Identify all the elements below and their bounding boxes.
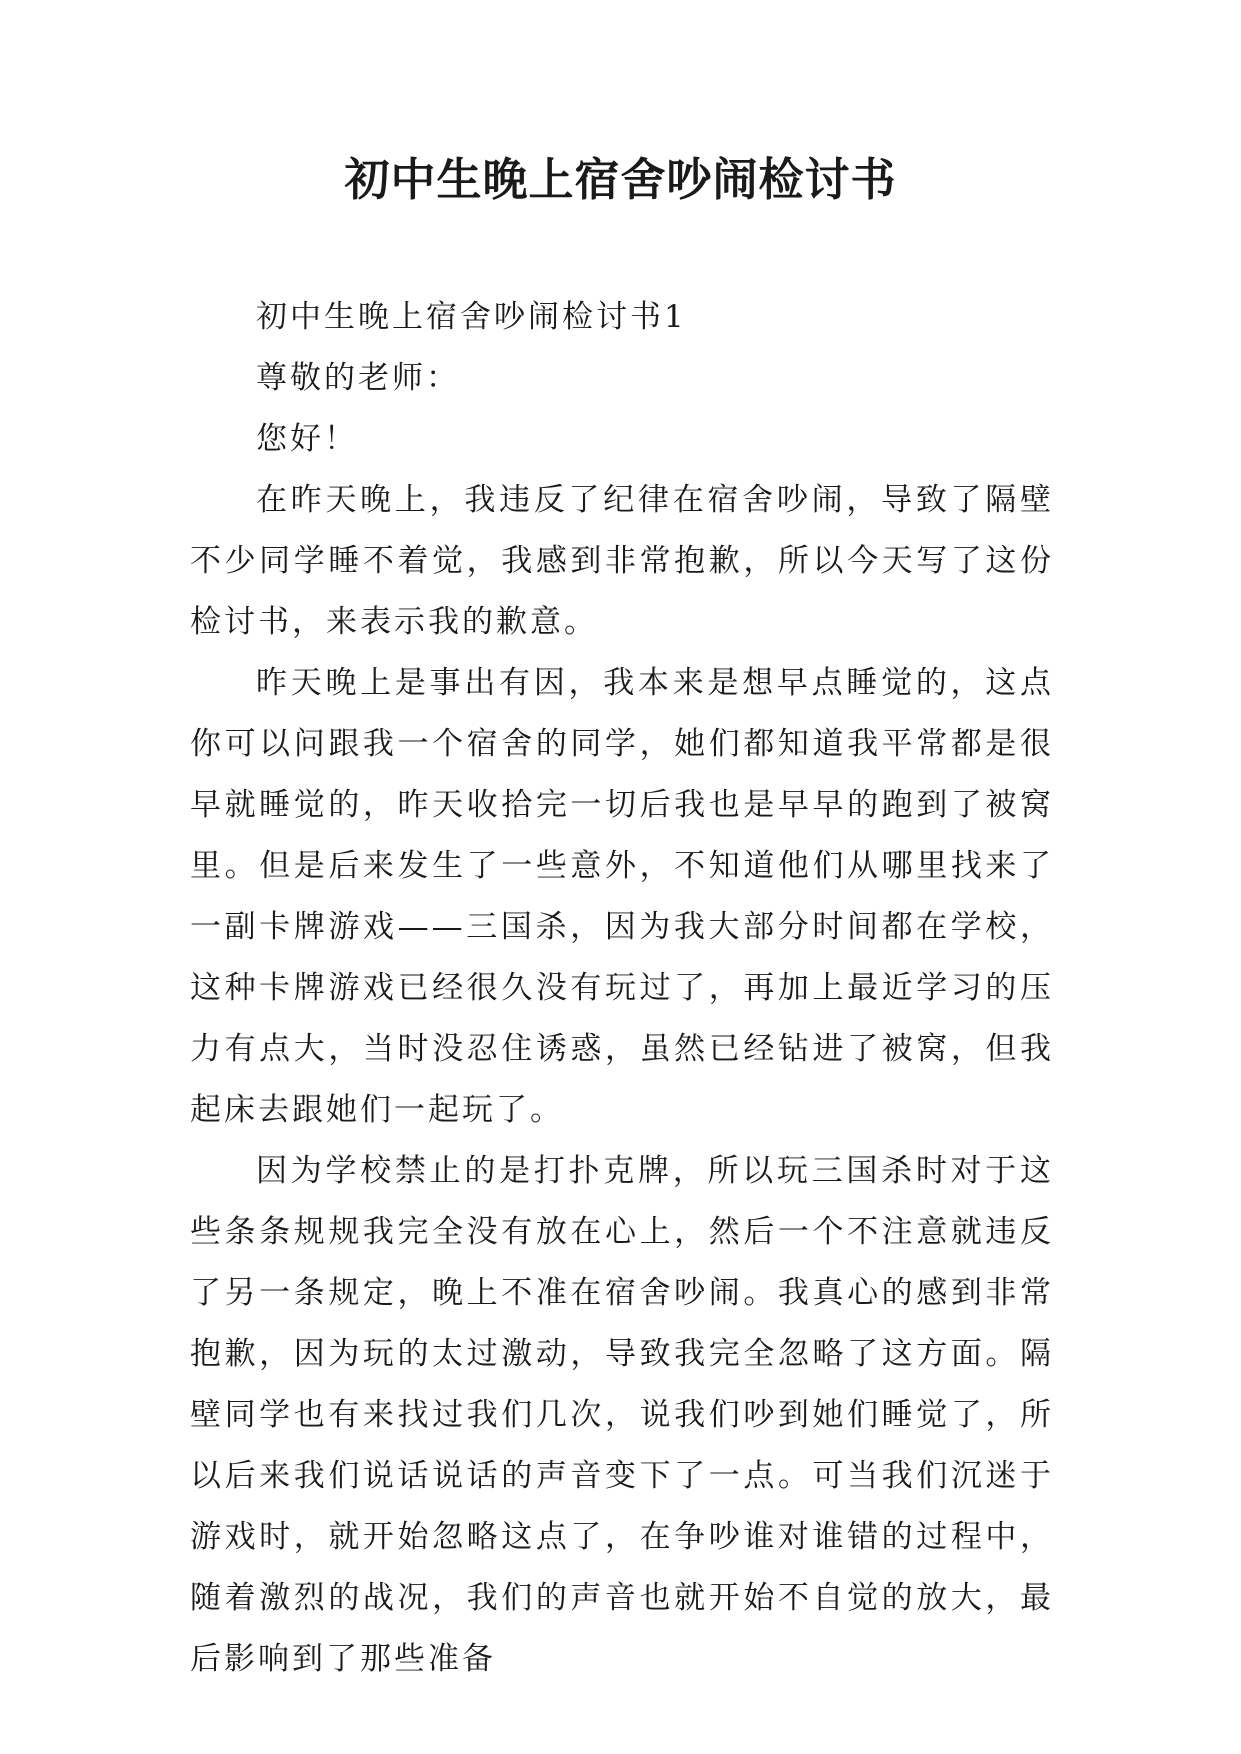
document-body	[190, 287, 1054, 1690]
body-paragraph: 昨天晚上是事出有因，我本来是想早点睡觉的，这点你可以问跟我一个宿舍的同学，她们都知道我平常都是很早就睡觉的，昨天收拾完一切后我也是早早的跑到了被窝里。但是后来发生了一些意外，不知道他们从哪里找来了一副卡牌游戏——三国杀，因为我大部分时间都在学校，这种卡牌游戏已经很久没有玩过了，再加上最近学习的压力有点大，当时没忍住诱惑，虽然已经钻进了被窝，但我起床去跟她们一起玩了。	[190, 665, 1054, 1128]
greeting: 您好！	[256, 421, 358, 457]
body-paragraph: 因为学校禁止的是打扑克牌，所以玩三国杀时对于这些条条规规我完全没有放在心上，然后一个不注意就违反了另一条规定，晚上不准在宿舍吵闹。我真心的感到非常抱歉，因为玩的太过激动，导致我完全忽略了这方面。隔壁同学也有来找过我们几次，说我们吵到她们睡觉了，所以后来我们说话说话的声音变下了一点。可当我们沉迷于游戏时，就开始忽略这点了，在争吵谁对谁错的过程中，随着激烈的战况，我们的声音也就开始不自觉的放大，最后影响到了那些准备	[190, 1153, 1054, 1677]
section-heading: 初中生晚上宿舍吵闹检讨书1	[256, 299, 687, 335]
salutation: 尊敬的老师：	[256, 360, 460, 396]
document-title: 初中生晚上宿舍吵闹检讨书	[344, 153, 897, 206]
body-paragraph: 在昨天晚上，我违反了纪律在宿舍吵闹，导致了隔壁不少同学睡不着觉，我感到非常抱歉，所以今天写了这份检讨书，来表示我的歉意。	[190, 482, 1054, 640]
